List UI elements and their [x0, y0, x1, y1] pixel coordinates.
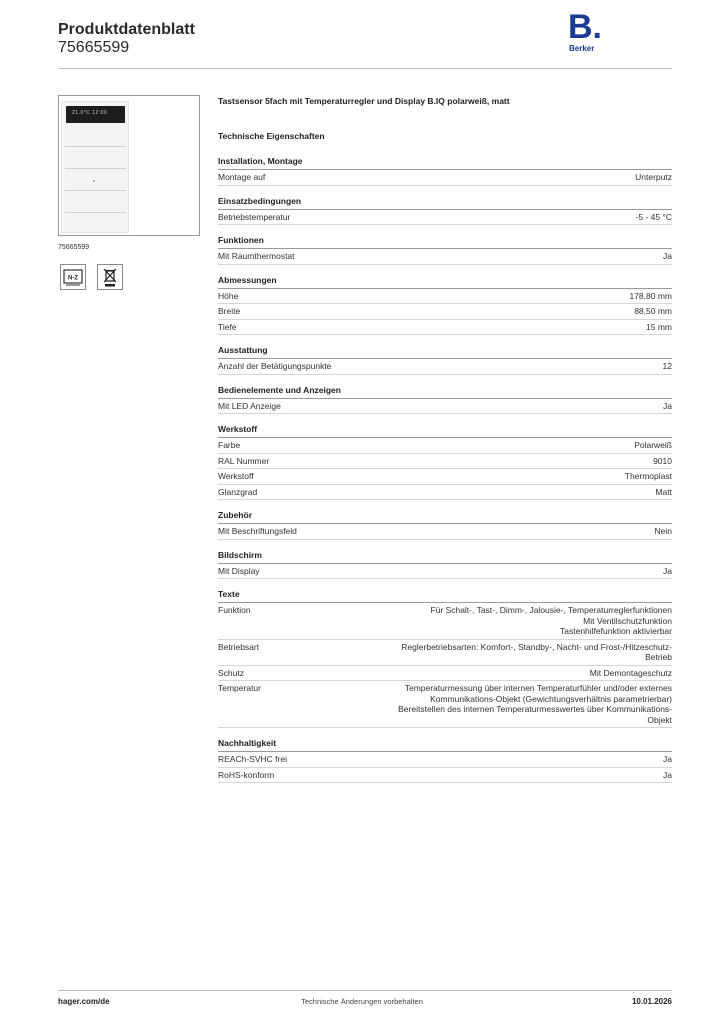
- spec-row: [218, 289, 672, 305]
- spec-label: Werkstoff: [218, 471, 254, 481]
- spec-label: Betriebstemperatur: [218, 211, 291, 222]
- spec-value: Ja: [663, 251, 672, 261]
- weee-crossed-bin-icon: [97, 264, 123, 290]
- spec-section-title: Funktionen: [218, 235, 672, 249]
- spec-row: [218, 359, 672, 375]
- product-image: [61, 101, 129, 233]
- logo-glyph: B.: [568, 8, 602, 46]
- spec-value: Temperaturmessung über internen Temperaturfühler und/oder externes Kommunikations-Objekt (Gewichtungsverhältnis parametrierbar) Bereitstellen des internen Temperaturmesswertes über Kommunikations- Objekt: [398, 683, 672, 725]
- spec-section-title: Zubehör: [218, 510, 672, 524]
- spec-section-title: Texte: [218, 589, 672, 603]
- spec-label: Mit Beschriftungsfeld: [218, 526, 297, 536]
- spec-section: [218, 196, 672, 226]
- spec-row: [218, 681, 672, 728]
- spec-section: [218, 550, 672, 580]
- spec-label: Temperatur: [218, 683, 261, 693]
- berker-logo: [566, 8, 606, 58]
- spec-row: [218, 640, 672, 666]
- device-display-text: 21.0°C 12:00: [72, 110, 108, 116]
- device-display: [66, 106, 125, 123]
- spec-section: [218, 275, 672, 336]
- spec-section: [218, 345, 672, 375]
- spec-value: Unterputz: [635, 172, 672, 182]
- header-divider: [58, 68, 672, 69]
- spec-value: 88,50 mm: [634, 306, 672, 316]
- footer-divider: [58, 990, 672, 991]
- spec-label: Funktion: [218, 605, 251, 615]
- spec-label: Mit Raumthermostat: [218, 251, 295, 261]
- spec-row: [218, 210, 672, 226]
- spec-value: Matt: [655, 486, 672, 497]
- spec-value: 178,80 mm: [629, 290, 672, 301]
- spec-label: Tiefe: [218, 321, 237, 332]
- spec-row: [218, 170, 672, 186]
- spec-section: [218, 385, 672, 415]
- spec-row: [218, 524, 672, 540]
- spec-section-title: Abmessungen: [218, 275, 672, 289]
- spec-section-title: Ausstattung: [218, 345, 672, 359]
- spec-label: Montage auf: [218, 172, 266, 182]
- footer-website: hager.com/de: [58, 997, 110, 1006]
- spec-section-title: Einsatzbedingungen: [218, 196, 672, 210]
- spec-row: [218, 320, 672, 336]
- spec-label: Höhe: [218, 290, 239, 301]
- spec-section-title: Nachhaltigkeit: [218, 738, 672, 752]
- device-key-divider: [65, 146, 126, 147]
- spec-value: 12: [662, 361, 672, 371]
- spec-label: Schutz: [218, 667, 244, 678]
- spec-row: [218, 603, 672, 640]
- spec-label: Breite: [218, 306, 241, 316]
- spec-value: Reglerbetriebsarten: Komfort-, Standby-, Nacht- und Frost-/Hitzeschutz- Betrieb: [401, 641, 672, 662]
- spec-row: [218, 454, 672, 470]
- spec-row: [218, 249, 672, 265]
- spec-value: 9010: [653, 455, 672, 466]
- spec-value: Polarweiß: [634, 440, 672, 450]
- spec-section-title: Bedienelemente und Anzeigen: [218, 385, 672, 399]
- spec-row: [218, 304, 672, 320]
- product-image-caption: 75665599: [58, 244, 90, 251]
- spec-row: [218, 666, 672, 682]
- spec-section-title: Werkstoff: [218, 424, 672, 438]
- footer-disclaimer: Technische Änderungen vorbehalten: [301, 997, 423, 1006]
- logo-wordmark: Berker: [569, 44, 595, 53]
- spec-section: [218, 738, 672, 783]
- spec-value: Mit Demontageschutz: [589, 667, 672, 678]
- spec-value: Ja: [663, 769, 672, 780]
- spec-section: [218, 589, 672, 728]
- spec-value: Thermoplast: [624, 471, 672, 481]
- spec-value: Nein: [654, 526, 672, 536]
- spec-value: Ja: [663, 400, 672, 411]
- spec-label: Glanzgrad: [218, 486, 258, 497]
- spec-row: [218, 768, 672, 784]
- product-heading: Tastsensor 5fach mit Temperaturregler und Display B.IQ polarweiß, matt: [218, 96, 510, 106]
- spec-value: Ja: [663, 754, 672, 764]
- spec-value: 15 mm: [646, 321, 672, 332]
- device-key-divider: [65, 168, 126, 169]
- spec-label: Mit LED Anzeige: [218, 400, 281, 411]
- footer-date: 10.01.2026: [631, 997, 672, 1006]
- spec-label: Mit Display: [218, 565, 260, 576]
- document-title: Produktdatenblatt: [58, 21, 195, 38]
- spec-section: [218, 235, 672, 265]
- spec-row: [218, 399, 672, 415]
- spec-row: [218, 564, 672, 580]
- spec-label: RoHS-konform: [218, 769, 275, 780]
- spec-section: [218, 156, 672, 186]
- spec-value: Für Schalt-, Tast-, Dimm-, Jalousie-, Temperaturreglerfunktionen Mit Ventilschutzfunktion Tastenhilfefunktion aktivierbar: [430, 605, 672, 636]
- document-number: 75665599: [58, 39, 130, 56]
- spec-value: -5 - 45 °C: [635, 211, 672, 222]
- spec-row: [218, 438, 672, 454]
- spec-label: REACh-SVHC frei: [218, 754, 287, 764]
- spec-row: [218, 485, 672, 501]
- spec-row: [218, 469, 672, 485]
- spec-section-title: Bildschirm: [218, 550, 672, 564]
- spec-label: Betriebsart: [218, 641, 260, 652]
- spec-section-title: Installation, Montage: [218, 156, 672, 170]
- device-key-divider: [65, 212, 126, 213]
- spec-label: RAL Nummer: [218, 455, 270, 466]
- spec-label: Farbe: [218, 440, 241, 450]
- spec-section: [218, 510, 672, 540]
- specs-table: [218, 156, 672, 793]
- nfz-certificate-icon: [60, 264, 86, 290]
- spec-value: Ja: [663, 565, 672, 576]
- nfz-icon-text: N-Z: [68, 275, 78, 282]
- device-led: [93, 180, 95, 182]
- spec-row: [218, 752, 672, 768]
- specs-title: Technische Eigenschaften: [218, 131, 325, 141]
- device-key-divider: [65, 190, 126, 191]
- spec-section: [218, 424, 672, 500]
- spec-label: Anzahl der Betätigungspunkte: [218, 361, 332, 371]
